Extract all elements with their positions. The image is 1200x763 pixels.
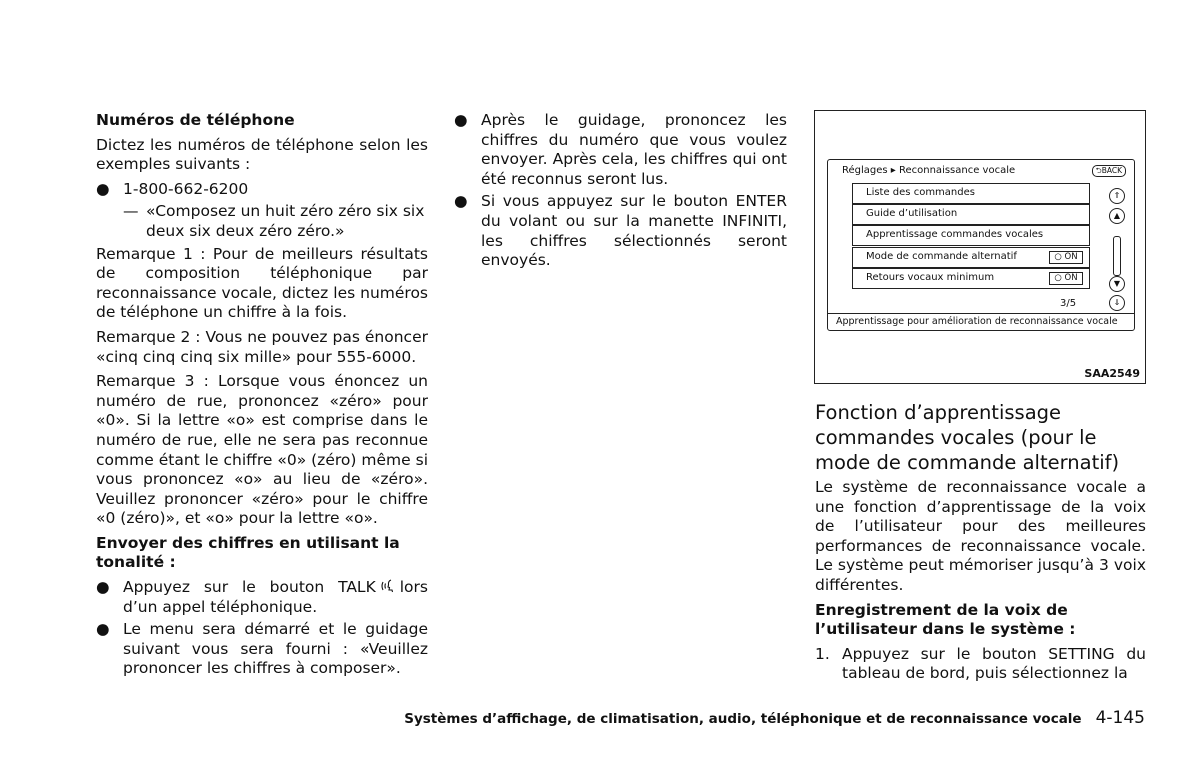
bullet-item: [96, 620, 428, 679]
bullet-dot: ●: [454, 111, 468, 129]
toggle-indicator-icon: ○: [1054, 273, 1062, 283]
section-paragraph: Le système de reconnaissance vocale a une fonction d’apprentissage de la voix de l’utilisateur pour des meilleures performances de reconnaissance vocale. Le système peut mémoriser jusqu’à 3 voix différentes.: [815, 478, 1146, 594]
heading-voice-registration: Enregistrement de la voix de l’utilisateur dans le système :: [815, 600, 1076, 639]
menu-item-command-list[interactable]: [852, 183, 1090, 204]
status-text: Apprentissage pour amélioration de reconnaissance vocale: [836, 316, 1118, 327]
status-bar: [828, 313, 1134, 330]
bullet-dot: ●: [454, 192, 468, 211]
step-text: Appuyez sur le bouton SETTING du tableau de bord, puis sélectionnez la: [842, 644, 1146, 683]
bullet-text: lors d’un appel téléphonique.: [123, 578, 428, 616]
dash-text: «Composez un huit zéro zéro six six deux six deux zéro zéro.»: [146, 202, 425, 240]
remark-1: Remarque 1 : Pour de meilleurs résultats de composition téléphonique par reconnaissance vocale, dictez les numéros de téléphone un chiffre à la fois.: [96, 244, 428, 322]
menu-item-label: Retours vocaux minimum: [866, 272, 995, 283]
bullet-item: [96, 180, 428, 200]
scroll-up-icon[interactable]: ▲: [1109, 208, 1125, 224]
scroll-down-icon[interactable]: ▼: [1109, 276, 1125, 292]
dash-item: [96, 202, 428, 241]
back-button[interactable]: [1092, 165, 1126, 177]
step-item: [815, 645, 1146, 684]
toggle-label: ON: [1064, 273, 1078, 283]
section-body: [815, 478, 1146, 687]
scrollbar-track[interactable]: [1113, 236, 1121, 276]
talk-icon: [380, 578, 396, 594]
back-label: BACK: [1101, 166, 1122, 175]
dash-mark: —: [123, 202, 139, 221]
screen-title: Réglages ▸ Reconnaissance vocale: [842, 165, 1016, 176]
remark-2: Remarque 2 : Vous ne pouvez pas énoncer «cinq cinq cinq six mille» pour 555-6000.: [96, 327, 428, 366]
menu-item-label: Mode de commande alternatif: [866, 251, 1017, 262]
bullet-item: [96, 578, 428, 617]
page-number: 4-145: [1095, 708, 1145, 728]
remark-3: Remarque 3 : Lorsque vous énoncez un numéro de rue, prononcez «zéro» pour «0». Si la lettre «o» est comprise dans le numéro de rue, elle ne sera pas reconnue comme étant le chiffre «0» (zéro) même si vous prononcez «o» au lieu de «zéro». Veuillez prononcer «zéro» pour le chiffre «0 (zéro)», et «o» pour la lettre «o».: [96, 372, 428, 528]
bullet-text: Après le guidage, prononcez les chiffres du numéro que vous voulez envoyer. Après cela, les chiffres qui ont été reconnus seront lus.: [481, 111, 787, 188]
menu-item-alternate-mode[interactable]: [852, 247, 1090, 268]
bullet-text: Appuyez sur le bouton TALK: [123, 578, 376, 597]
menu-item-voice-training[interactable]: [852, 225, 1090, 246]
menu-item-label: Apprentissage commandes vocales: [866, 229, 1044, 240]
menu-item-label: Guide d’utilisation: [866, 208, 958, 219]
toggle-on[interactable]: [1049, 251, 1083, 264]
heading-phone-numbers: Numéros de téléphone: [96, 111, 295, 129]
scroll-bottom-icon[interactable]: ⇓: [1109, 295, 1125, 311]
bullet-text: Si vous appuyez sur le bouton ENTER du volant ou sur la manette INFINITI, les chiffres sélectionnés seront envoyés.: [481, 192, 787, 270]
section-title: Fonction d’apprentissage commandes vocales (pour le mode de commande alternatif): [815, 401, 1120, 474]
page-count: 3/5: [1060, 298, 1077, 309]
heading-send-digits: Envoyer des chiffres en utilisant la tonalité :: [96, 533, 400, 572]
page-footer: [0, 708, 1145, 728]
menu-item-label: Liste des commandes: [866, 187, 975, 198]
bullet-item: [454, 111, 787, 189]
paragraph-intro: Dictez les numéros de téléphone selon les exemples suivants :: [96, 135, 428, 174]
middle-column: [454, 111, 787, 274]
bullet-item: [454, 192, 787, 270]
bullet-dot: ●: [96, 179, 110, 198]
screen-illustration: [827, 159, 1135, 331]
figure-voice-settings: [814, 110, 1146, 384]
back-arrow-icon: ⮌: [1095, 166, 1102, 175]
chapter-title: Systèmes d’affichage, de climatisation, audio, téléphonique et de reconnaissance vocale: [404, 711, 1082, 727]
menu-item-user-guide[interactable]: [852, 204, 1090, 225]
bullet-dot: ●: [96, 578, 110, 597]
bullet-dot: ●: [96, 620, 110, 639]
toggle-label: ON: [1064, 252, 1078, 262]
bullet-text: 1-800-662-6200: [123, 179, 249, 198]
step-number: 1.: [815, 644, 830, 663]
scroll-top-icon[interactable]: ⇑: [1109, 188, 1125, 204]
menu-item-minimal-feedback[interactable]: [852, 268, 1090, 289]
left-column: [96, 111, 428, 682]
figure-code: SAA2549: [1084, 367, 1140, 380]
toggle-on[interactable]: [1049, 272, 1083, 285]
toggle-indicator-icon: ○: [1054, 252, 1062, 262]
bullet-text: Le menu sera démarré et le guidage suivant vous sera fourni : «Veuillez prononcer les chiffres à composer».: [123, 620, 428, 678]
